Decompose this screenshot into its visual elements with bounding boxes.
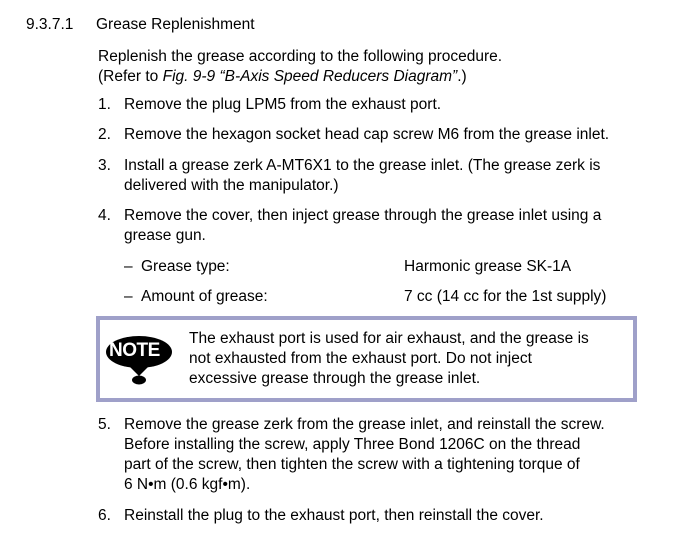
step-line: Reinstall the plug to the exhaust port, then reinstall the cover. xyxy=(124,507,544,524)
note-icon xyxy=(105,330,175,390)
step-line: Remove the grease zerk from the grease inlet, and reinstall the screw. xyxy=(124,416,605,433)
refer-prefix: (Refer to xyxy=(98,68,163,85)
step-number: 6. xyxy=(98,507,111,524)
step-line: delivered with the manipulator.) xyxy=(124,177,339,194)
step-line: Install a grease zerk A-MT6X1 to the grease inlet. (The grease zerk is xyxy=(124,157,601,174)
section-title: Grease Replenishment xyxy=(96,16,255,33)
intro-line: Replenish the grease according to the following procedure. xyxy=(98,48,503,65)
step-number: 3. xyxy=(98,157,111,174)
section-number: 9.3.7.1 xyxy=(26,16,74,33)
step-text xyxy=(124,415,654,495)
spec-dash: – xyxy=(124,258,133,275)
intro-paragraph xyxy=(98,47,658,87)
step-number: 5. xyxy=(98,416,111,433)
figure-reference-link[interactable]: Fig. 9-9 “B-Axis Speed Reducers Diagram” xyxy=(162,68,458,85)
refer-suffix: .) xyxy=(457,68,467,85)
step-text xyxy=(124,125,654,145)
step-line: Remove the hexagon socket head cap screw M6 from the grease inlet. xyxy=(124,126,610,143)
step-number: 2. xyxy=(98,126,111,143)
step-line: Before installing the screw, apply Three Bond 1206C on the thread xyxy=(124,436,581,453)
step-text xyxy=(124,506,654,526)
step-line: part of the screw, then tighten the screw with a tightening torque of xyxy=(124,456,580,473)
step-number: 1. xyxy=(98,96,111,113)
step-line: 6 N•m (0.6 kgf•m). xyxy=(124,476,251,493)
step-line: grease gun. xyxy=(124,227,206,244)
step-line: Remove the cover, then inject grease through the grease inlet using a xyxy=(124,207,602,224)
note-icon-label: NOTE xyxy=(109,340,160,361)
note-line: not exhausted from the exhaust port. Do not inject xyxy=(189,350,532,367)
spec-label-grease-type: Grease type: xyxy=(141,258,230,275)
step-text xyxy=(124,156,654,196)
note-line: excessive grease through the grease inlet. xyxy=(189,370,481,387)
spec-dash: – xyxy=(124,288,133,305)
step-text xyxy=(124,95,654,115)
spec-value-grease-type: Harmonic grease SK-1A xyxy=(404,258,572,275)
step-number: 4. xyxy=(98,207,111,224)
step-line: Remove the plug LPM5 from the exhaust port. xyxy=(124,96,442,113)
note-text xyxy=(189,329,629,389)
step-text xyxy=(124,206,654,246)
intro-reference xyxy=(98,67,658,87)
spec-value-amount: 7 cc (14 cc for the 1st supply) xyxy=(404,288,607,305)
note-line: The exhaust port is used for air exhaust, and the grease is xyxy=(189,330,589,347)
spec-label-amount: Amount of grease: xyxy=(141,288,268,305)
